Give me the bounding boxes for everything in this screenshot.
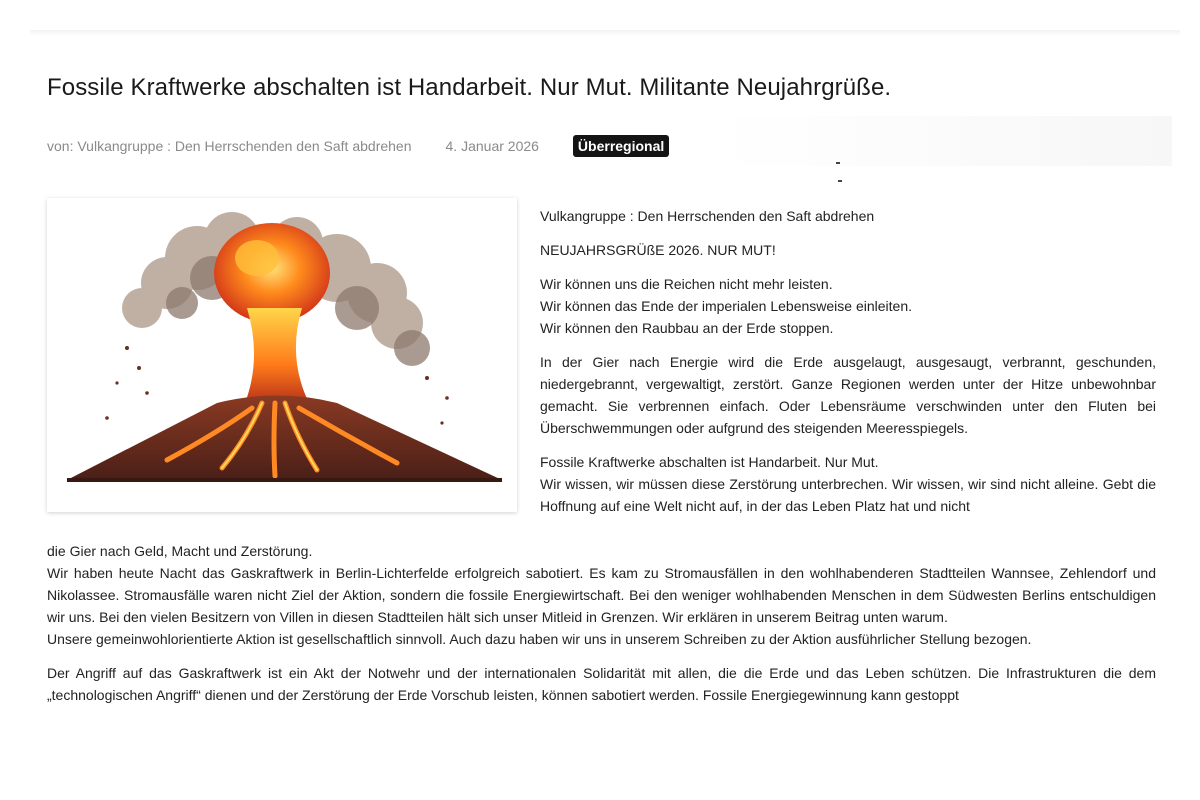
paragraph: In der Gier nach Energie wird die Erde ausgelaugt, ausgesaugt, verbrannt, geschunden, niedergebrannt, vergewaltigt, zerstört. Ganze Regionen werden unter der Hitze unbewohnbar gemacht. Sie verbrennen einfach. Oder Lebensräume verschwinden unter den Fluten bei Überschwemmungen oder aufgrund des steigenden Meeresspiegels. (540, 354, 1156, 436)
cropped-bottom (0, 718, 1200, 800)
top-divider (30, 30, 1180, 36)
paragraph-lead: Fossile Kraftwerke abschalten ist Handarbeit. Nur Mut. (540, 454, 879, 470)
intro-line: Wir können den Raubbau an der Erde stoppen. (540, 320, 834, 336)
paragraph (540, 451, 1156, 517)
sender-line: Vulkangruppe : Den Herrschenden den Saft abdrehen (540, 208, 875, 224)
paragraph-start: Wir wissen, wir müssen diese Zerstörung unterbrechen. Wir wissen, wir sind nicht alleine. Gebt die Hoffnung auf eine Welt nicht auf, in der das Leben Platz hat und nicht (540, 476, 1156, 514)
article-body (47, 540, 1156, 718)
article-title: Fossile Kraftwerke abschalten ist Handarbeit. Nur Mut. Militante Neujahrgrüße. (47, 74, 892, 101)
intro-line: Wir können das Ende der imperialen Lebensweise einleiten. (540, 298, 912, 314)
intro-line: Wir können uns die Reichen nicht mehr leisten. (540, 276, 833, 292)
volcano-icon (47, 198, 517, 512)
article-intro (540, 205, 1156, 517)
article-image[interactable] (47, 198, 517, 512)
author-link[interactable]: von: Vulkangruppe : Den Herrschenden den Saft abdrehen (47, 138, 412, 154)
separator-mark (838, 180, 842, 182)
separator-mark (836, 162, 840, 164)
greeting-heading: NEUJAHRSGRÜßE 2026. NUR MUT! (540, 242, 776, 258)
paragraph: Der Angriff auf das Gaskraftwerk ist ein Akt der Notwehr und der internationalen Solidarität mit allen, die die Erde und das Leben schützen. Die Infrastrukturen die dem „technologischen Angriff“ dienen und der Zerstörung der Erde Vorschub leisten, können sabotiert werden. Fossile Energiegewinnung kann gestoppt (47, 665, 1156, 703)
category-badge[interactable]: Überregional (573, 135, 669, 157)
paragraph-end: die Gier nach Geld, Macht und Zerstörung. (47, 543, 313, 559)
paragraph: Wir haben heute Nacht das Gaskraftwerk in Berlin-Lichterfelde erfolgreich sabotiert. Es kam zu Stromausfällen in den wohlhabenderen Stadtteilen Wannsee, Zehlendorf und Nikolassee. Stromausfälle waren nicht Ziel der Aktion, sondern die fossile Energiewirtschaft. Bei den weniger wohlhabenden Menschen in dem Südwesten Berlins entschuldigen wir uns. Bei den vielen Besitzern von Villen in diesen Stadtteilen hält sich unser Mitleid in Grenzen. Wir erklären in unserem Beitrag unten warum. (47, 565, 1156, 625)
paragraph: Unsere gemeinwohlorientierte Aktion ist gesellschaftlich sinnvoll. Auch dazu haben wir uns in unserem Schreiben zu der Aktion ausführlicher Stellung bezogen. (47, 631, 1032, 647)
publish-date: 4. Januar 2026 (445, 138, 539, 154)
intro-lines (540, 273, 1156, 339)
article-meta (47, 133, 669, 159)
